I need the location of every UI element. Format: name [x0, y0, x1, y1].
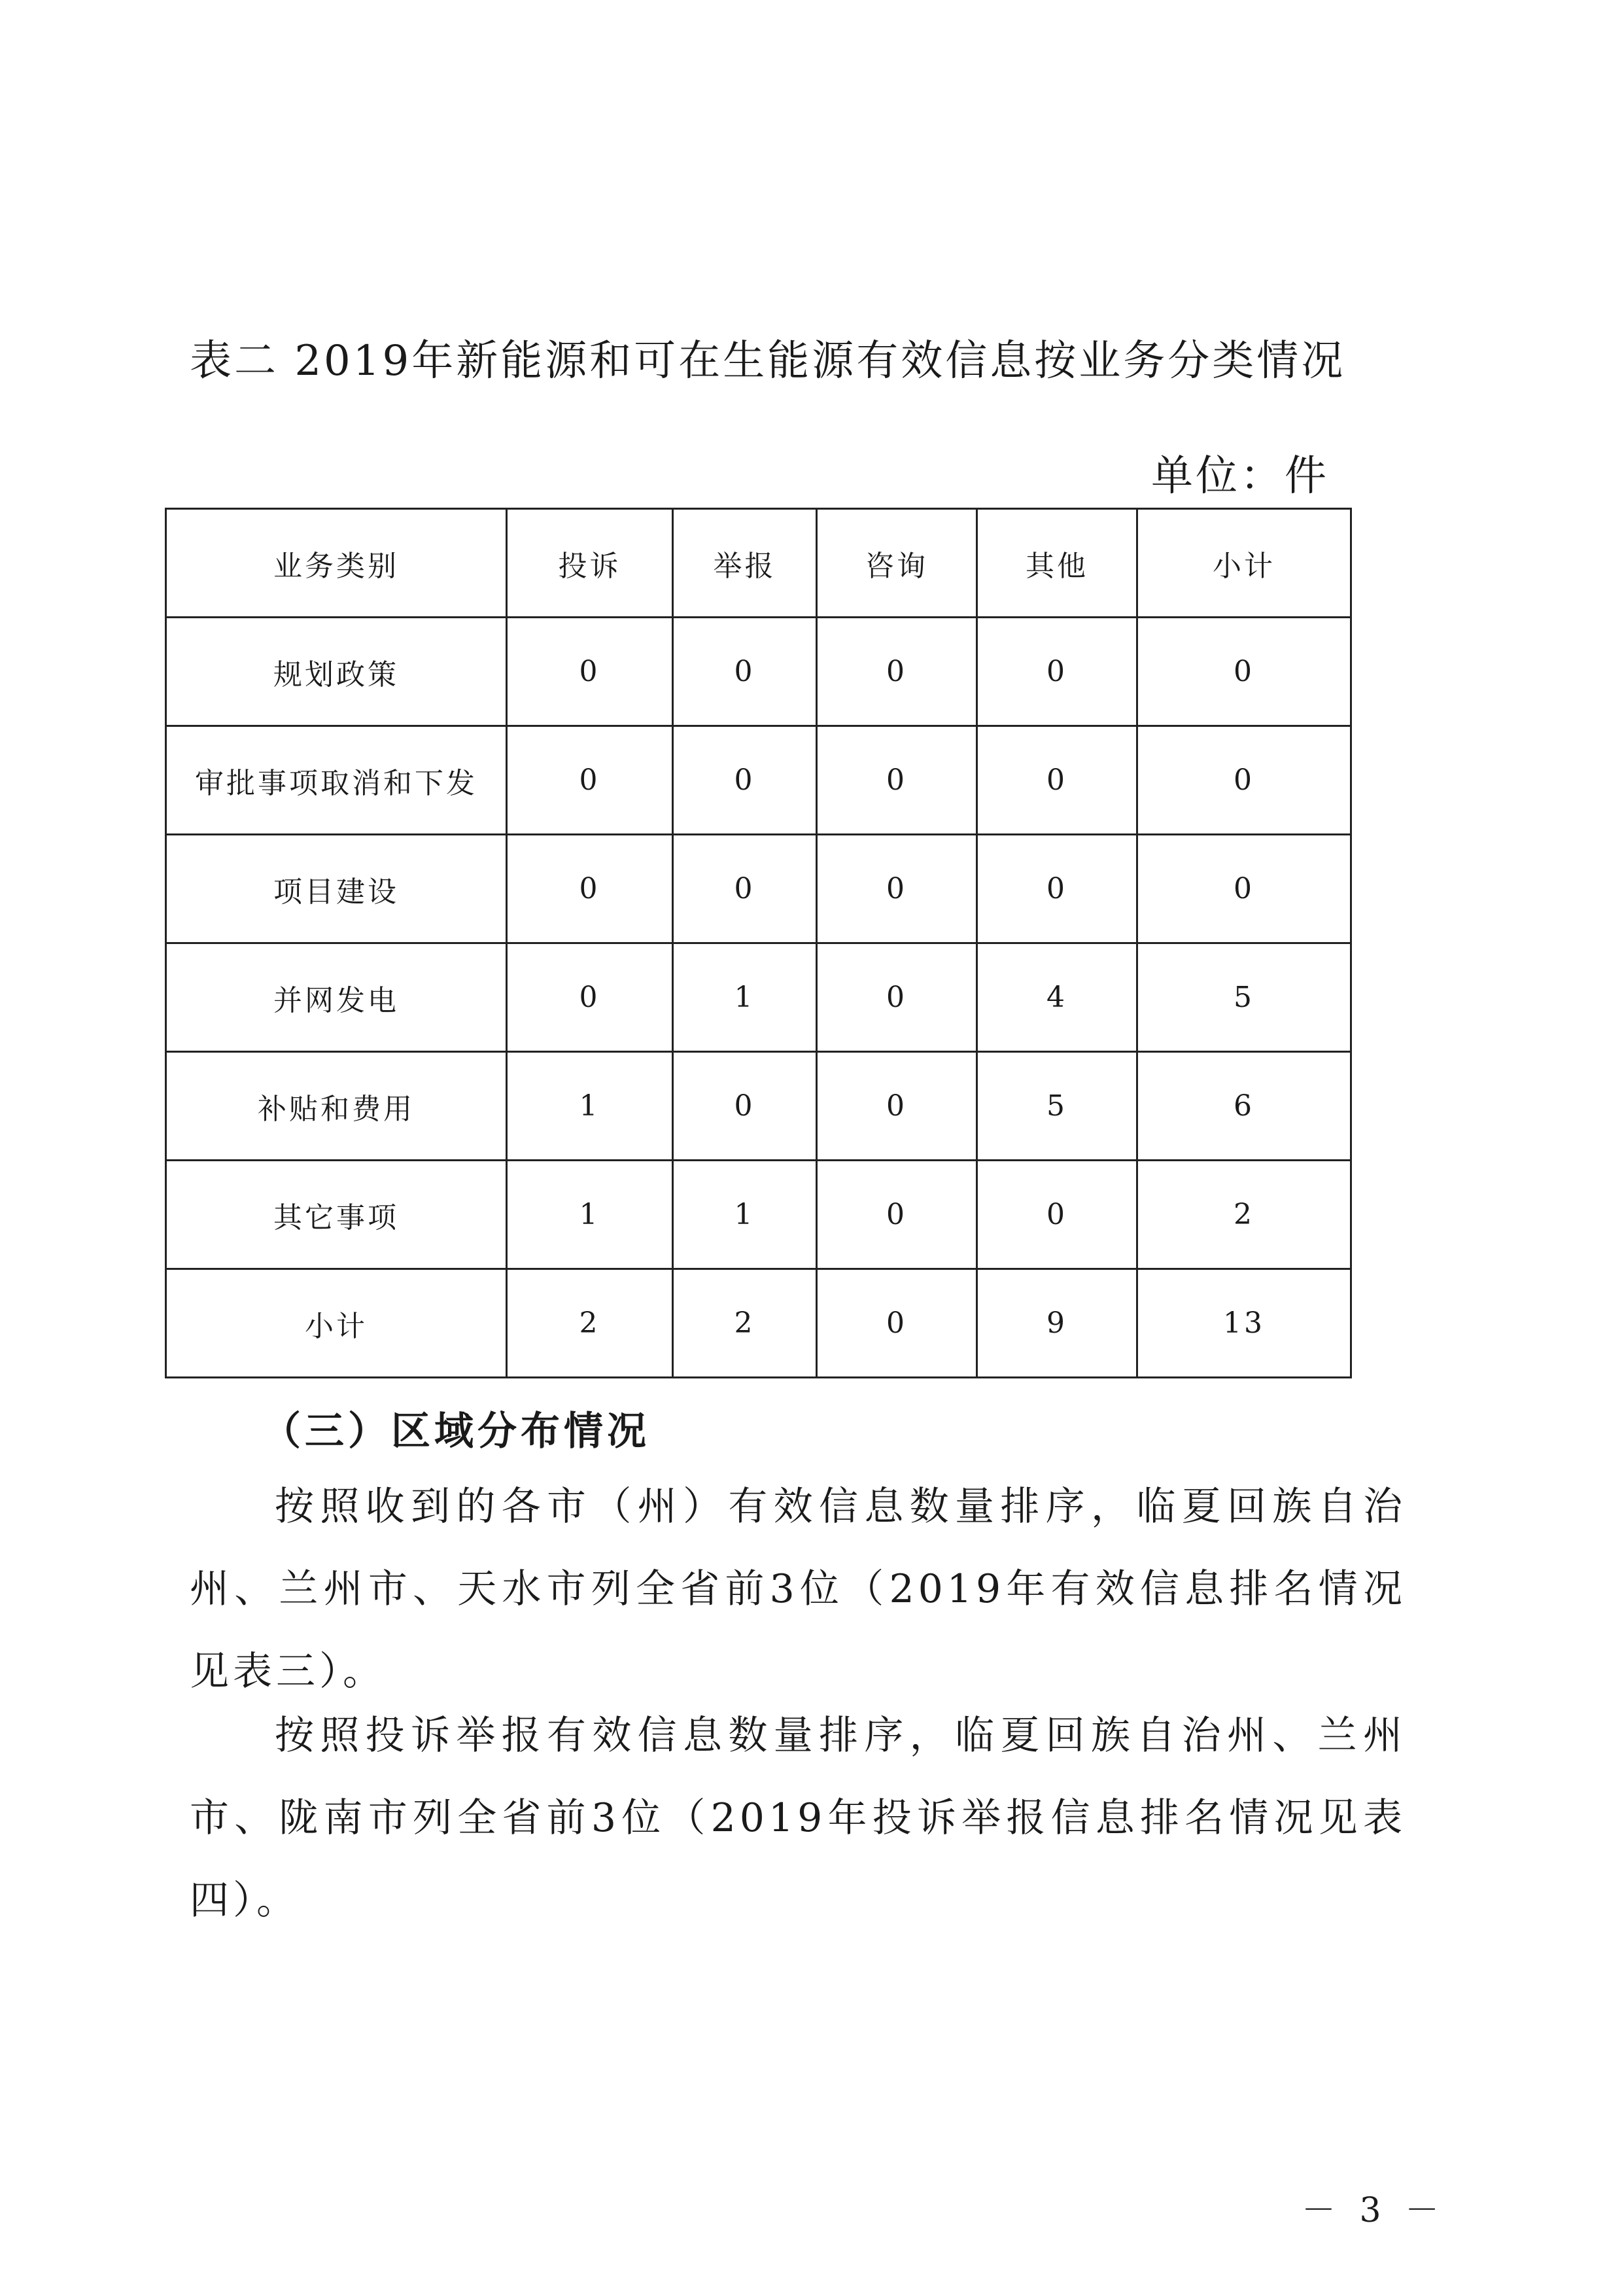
table-cell: 0 — [977, 835, 1137, 943]
table-cell: 5 — [977, 1052, 1137, 1161]
table-cell: 0 — [817, 943, 977, 1052]
table-cell: 13 — [1137, 1269, 1351, 1378]
table-total-row — [166, 1269, 1351, 1378]
table-cell: 0 — [673, 726, 817, 835]
header-cell: 投诉 — [507, 509, 673, 618]
table-cell: 2 — [507, 1269, 673, 1378]
table-header-row — [166, 509, 1351, 618]
page-number: － 3 － — [1302, 2191, 1446, 2230]
row-category-cell: 其它事项 — [166, 1161, 507, 1269]
table-cell: 1 — [673, 1161, 817, 1269]
header-cell: 其他 — [977, 509, 1137, 618]
body-paragraph: 按照收到的各市（州）有效信息数量排序，临夏回族自治州、兰州市、天水市列全省前3位（2019年有效信息排名情况见表三）。 — [190, 1484, 1406, 1694]
table-cell: 0 — [1137, 618, 1351, 726]
body-paragraph: 按照投诉举报有效信息数量排序，临夏回族自治州、兰州市、陇南市列全省前3位（2019年投诉举报信息排名情况见表四）。 — [190, 1713, 1406, 1923]
table-cell: 0 — [507, 726, 673, 835]
table-row — [166, 726, 1351, 835]
table-cell: 0 — [507, 618, 673, 726]
table-cell: 0 — [817, 1161, 977, 1269]
table-cell: 6 — [1137, 1052, 1351, 1161]
table-cell: 0 — [673, 1052, 817, 1161]
table-cell: 0 — [817, 835, 977, 943]
table-cell: 0 — [507, 943, 673, 1052]
unit-label: 单位：件 — [1151, 452, 1329, 500]
header-cell: 业务类别 — [166, 509, 507, 618]
table-row — [166, 1052, 1351, 1161]
table-cell: 0 — [1137, 835, 1351, 943]
table-cell: 0 — [507, 835, 673, 943]
row-category-cell: 补贴和费用 — [166, 1052, 507, 1161]
table-row — [166, 618, 1351, 726]
table-cell: 0 — [673, 835, 817, 943]
row-category-cell: 并网发电 — [166, 943, 507, 1052]
row-category-cell: 项目建设 — [166, 835, 507, 943]
table-cell: 0 — [1137, 726, 1351, 835]
table-row — [166, 1161, 1351, 1269]
table-cell: 0 — [977, 726, 1137, 835]
header-cell: 小计 — [1137, 509, 1351, 618]
table-row — [166, 835, 1351, 943]
row-category-cell: 小计 — [166, 1269, 507, 1378]
data-table — [165, 508, 1352, 1378]
row-category-cell: 规划政策 — [166, 618, 507, 726]
table-title: 表二 2019年新能源和可在生能源有效信息按业务分类情况 — [190, 337, 1346, 385]
table-cell: 9 — [977, 1269, 1137, 1378]
table-cell: 0 — [977, 618, 1137, 726]
table-cell: 1 — [507, 1052, 673, 1161]
table-cell: 2 — [673, 1269, 817, 1378]
row-category-cell: 审批事项取消和下发 — [166, 726, 507, 835]
table-cell: 0 — [817, 726, 977, 835]
table-cell: 2 — [1137, 1161, 1351, 1269]
table-cell: 1 — [507, 1161, 673, 1269]
table-row — [166, 943, 1351, 1052]
table-cell: 0 — [977, 1161, 1137, 1269]
table-cell: 0 — [817, 618, 977, 726]
section-heading: （三）区域分布情况 — [262, 1409, 650, 1454]
header-cell: 举报 — [673, 509, 817, 618]
table-cell: 0 — [673, 618, 817, 726]
table-cell: 1 — [673, 943, 817, 1052]
table-cell: 5 — [1137, 943, 1351, 1052]
table-cell: 0 — [817, 1052, 977, 1161]
table-cell: 4 — [977, 943, 1137, 1052]
header-cell: 咨询 — [817, 509, 977, 618]
table-cell: 0 — [817, 1269, 977, 1378]
